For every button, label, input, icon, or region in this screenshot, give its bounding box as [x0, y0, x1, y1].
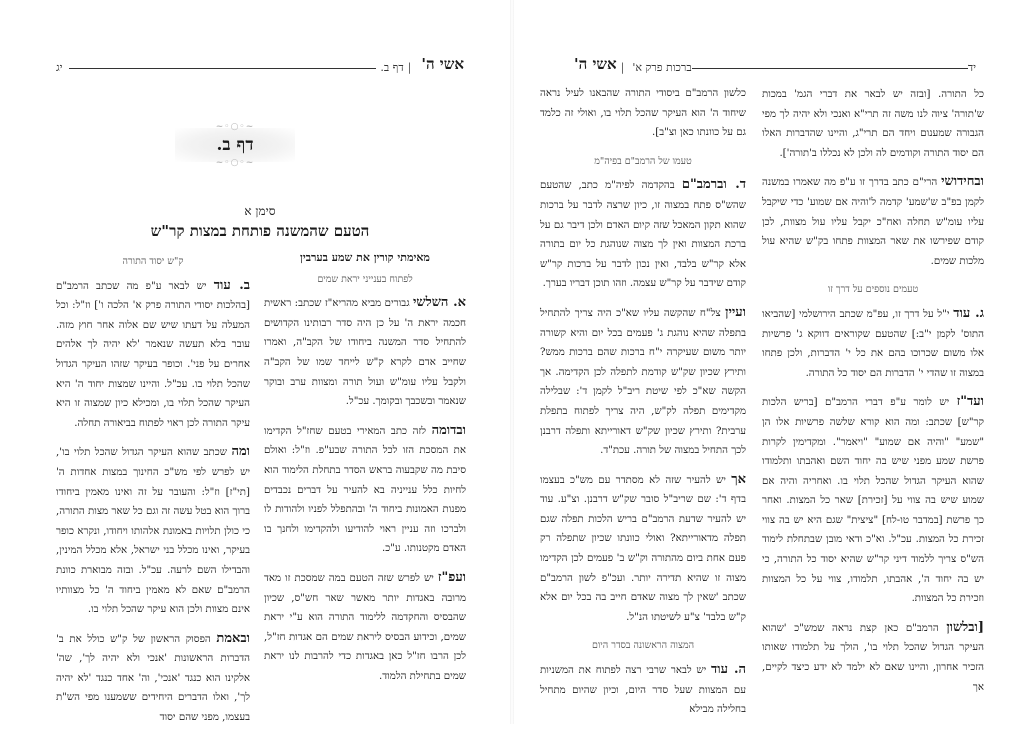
header-separator: |	[620, 61, 625, 74]
paragraph-text: גבורים מביא מהריא"ז שכתב: ראשית חכמה יראת ה' על כן היה סדר רבותינו הקדושים להתחיל סדר המשנה ביחודו של הקב"ה, ואמרו שחייב אדם לקרא ק"ש לייחד שמו של הקב"ה ולקבל עליו עומ"ש ועול תורה ומצוות ערב ובוקר שנאמר ובשכבך ובקומך. עכ"ל.	[264, 298, 466, 408]
header-rule	[69, 68, 377, 69]
header-rule	[692, 68, 968, 69]
right-page	[512, 0, 1024, 724]
paragraph-text: הרמב"ם כאן קצת נראה שמש"כ 'שהוא העיקר הגדול שהכל תלוי בו', הולך על תלמודו שאותו הזכיר אחרון, והיינו שאם לא ילמד לא ידע כיצד לקיים, אך	[762, 622, 984, 693]
paragraph-lead: ועיין	[725, 304, 746, 320]
paragraph-text: הפסוק הראשון של ק"ש כולל את ב' הדברות הראשונות 'אנכי ולא יהיה לך', שה' אלקינו הוא כנגד 'אנכי', וה' אחד כנגד 'לא יהיה לך', ואלו הדברים היחידים ששמענו מפי הש"ת בעצמו, מפני שהם יסוד	[56, 633, 250, 724]
paragraph-lead: ועד"ז	[956, 394, 984, 410]
siman-title: הטעם שהמשנה פותחת במצות קר"ש	[150, 222, 370, 240]
right-page-left-column	[540, 84, 746, 729]
page-number: יד	[967, 61, 976, 74]
paragraph	[264, 568, 466, 687]
left-page-header	[56, 52, 464, 74]
paragraph-text: כלשון הרמב"ם ביסודי התורה שהבאנו לעיל נראה שיחוד ה' הוא העיקר שהכל תלוי בו, ואולי זה כלמד גם על כוונתו כאן וצ"ב].	[540, 88, 746, 139]
paragraph-lead: ובחידושי	[941, 174, 984, 190]
paragraph-lead: א. השלשי	[413, 295, 466, 311]
paragraph-lead: ומה	[231, 444, 250, 460]
book-title: אשי ה'	[421, 55, 464, 73]
paragraph-lead: ובדומה	[431, 422, 466, 438]
paragraph	[762, 618, 984, 697]
paragraph	[540, 660, 746, 720]
siman-label: סימן א	[244, 204, 276, 218]
paragraph-lead: ג. עוד	[953, 305, 984, 321]
ornament-icon: ~◦○◦~	[215, 122, 255, 132]
paragraph-text: צל"ח שהקשה עליו שא"כ היה צריך להתחיל בתפלה שהיא נוהגת ג' פעמים בכל יום והיא קשורה יותר משום שעיקרה י"ח ברכות שהם ברכות ממש? ותירץ שכיון שק"ש קודמת לתפלה לכן הקדימה. אך הקשה שא"כ לפי שיטת ריב"ל לקמן ד': שבלילה מקדימים תפלה לק"ש, היה צריך לפתוח בתפלת ערבית? ותירץ שכיון שק"ש דאורייתא ותפלה דרבנן לכך התחיל במצוה של תורה. עכת"ד.	[540, 307, 746, 457]
ornament-icon: ~◦○◦~	[215, 158, 255, 168]
paragraph-text: יש לבאר ע"פ מה שכתב הרמב"ם [בהלכות יסודי התורה פרק א' הלכה ו'] וז"ל: וכל המעלה על דעתו שיש שם אלוה אחר חוץ מזה. עובר בלא תעשה שנאמר 'לא יהיה לך אלהים אחרים על פני'. וכופר בעיקר שזהו העיקר הגדול שהכל תלוי בו. עכ"ל. והיינו שמצות יחוד ה' היא העיקר שהכל תלוי בו, ומכילא כיון שמצוה זו היא עיקר התורה לכן ראוי לפתוח בביאורה תחלה.	[56, 280, 250, 429]
paragraph	[540, 175, 746, 294]
daf-banner	[175, 122, 295, 168]
paragraph-lead: ה. עוד	[711, 662, 746, 678]
book-title: אשי ה'	[574, 55, 617, 73]
section-subtitle: לפתוח בענייני יראת שמים	[317, 273, 413, 285]
paragraph-text: יש לומר ע"פ דברי הרמב"ם [בריש הלכות קר"ש] שכתב: ומה הוא קורא שלשה פרשיות אלו הן "שמע" "והיה אם שמוע" "ויאמר". ומקדימין לקרות פרשת שמע מפני שיש בה יחוד השם ואהבתו ותלמודו שהוא העיקר הגדול שהכל תלוי בו. ואחריה והיה אם שמוע שיש בה צווי על [זכירת] שאר כל המצות. ואחר כך פרשת [במדבר טו-לח] "ציצית" שגם היא יש בה צווי זכירת כל המצות. עכ"ל. וא"כ ודאי מובן שבתחלת לימוד הש"ס צריך ללמוד דיני קר"ש שהיא יסוד כל התורה, כי יש בה יחוד ה', אהבתו, תלמודו, צווי על כל המצוות וזכירת כל המצוות.	[762, 397, 984, 605]
section-subhead: מאימתי קורין את שמע בערבין	[300, 251, 430, 264]
paragraph	[540, 303, 746, 461]
page-number: יג	[56, 61, 63, 74]
paragraph-text: י"ל על דרך זו, עפ"מ שכתב הירושלמי [שהביאו התוס' לקמן י"ב:] שהטעם שקוראים דווקא ג' פרשיות אלו משום שכרוכו בהם את כל י' הדברות, ולכן פתחו במצוה זו שהדי י' הדברות הם יסוד כל התורה.	[762, 308, 984, 379]
paragraph	[56, 442, 250, 619]
paragraph	[540, 84, 746, 143]
paragraph-lead: [ובלשון	[946, 619, 984, 635]
daf-banner-label: דף ב.	[216, 135, 254, 155]
paragraph	[264, 421, 466, 559]
section-subtitle: טעמו של הרמב"ם בפיה"מ	[594, 155, 692, 167]
paragraph-text: בהקדמה לפיה"מ כתב, שהטעם שהש"ס פתח במצוה זו, כיון שרצה לדבר על ברכות שהוא תקון המאכל שזה קיום האדם ולכן דיבר גם על ברכת המצוות ואין לך מצוה שנוהגת כל יום בתורה אלא קר"ש בלבד, ואין נכון לדבר על ברכות קר"ש קודם שידבר על קר"ש עצמה. וזהו תוכן דבריו בערך.	[540, 180, 746, 290]
section-subtitle: המצוה הראשונה בסדר היום	[591, 640, 695, 652]
left-page	[0, 0, 512, 724]
paragraph-lead: ב. עוד	[213, 277, 250, 293]
paragraph-text: יש לפרש שזה הטעם במה שמסכת זו מאד מרובה באגדות יותר מאשר שאר חש"ס, שכיון שהבסיס והחקדמה ללימוד התורה הוא ע"י יראת שמים, וכידוע הבסיס ליראת שמים הם אגדות חז"ל, לכן הרבו חז"ל כאן באגדות כדי להרבות לנו יראת שמים בתחילת הלמוד.	[264, 572, 466, 682]
paragraph-text: שכתב שהוא העיקר הגדול שהכל תלוי בו', יש לפרש לפי מש"כ החינוך במצות אחדות ה' [תי"ז] וז"ל: והעובר על זה ואינו מאמין ביחודו ברוך הוא בטל עשה זה וגם כל שאר מצות התורה, כי כולן תלויות באמונת אלהותו ויחודו, ונקרא כופר בעיקר, ואינו מכלל בני ישראל, אלא מכלל המינין, והבדילו השם לרעה. עכ"ל. ובזה מבוארת כוונת הרמב"ם שאם לא מאמין ביחוד ה' כל מצוותיו אינם מצוות ולכן הוא עיקר שהכל תלוי בו.	[56, 447, 250, 616]
paragraph-lead: ד. וברמב"ם	[681, 177, 746, 193]
paragraph-text: הרי"ם כתב בדרך זו ע"פ מה שאמרו במשנה לקמן בפ"ב ש'שמע' קדמה ל'והיה אם שמוע' כדי שיקבל עליו עומ"ש תחלה ואח"כ יקבל עליו עול מצוות, לכן קודם שפירשו את שאר המצוות פתחו בק"ש שהיא עול מלכות שמים.	[762, 177, 984, 267]
paragraph-lead: ועפ"ז	[437, 569, 466, 585]
paragraph	[264, 293, 466, 412]
right-page-header	[568, 52, 982, 74]
left-page-right-column	[264, 248, 466, 695]
paragraph-text: כל התורה. [ובזה יש לבאר את דברי הגמ' במכות ש'תורה' ציוה לנו משה זה תרי"א ואנכי ולא יהיה לך מפי הגבורה שמענום ויחד הם תרי"ג, והיינו שהדברות האלו הם יסוד התורה וקודמים לה ולכן לא נכללו ב'תורה'].	[762, 89, 984, 159]
paragraph-text: יש להעיר שזה לא מסתדר עם מש"כ בעצמו בדף ד': שם שריב"ל סובר שק"ש דרבנן. וצ"ע. עוד יש להעיר שדעת הרמב"ם בריש הלכות תפלה שגם תפלה מדאורייתא? ואולי כוונתו שכיון שתפלה רק פעם אחת ביום מהתורה וק"ש ב' פעמים לכן הקדימו מצוה זו שהיא תדירה יותר. ועכ"פ לשון הרמב"ם שכתב 'שאין לך מצוה שאדם חייב בה בכל יום אלא ק"ש בלבד' צ"ע לשיטתו הנ"ל.	[540, 474, 746, 623]
paragraph	[762, 84, 984, 163]
daf-reference: דף ב.	[380, 61, 404, 74]
paragraph-lead: אך	[731, 471, 746, 487]
section-subtitle: ק"ש יסוד התורה	[122, 256, 184, 267]
chapter-reference: ברכות פרק א'	[632, 61, 692, 74]
paragraph-lead: ובאמת	[216, 630, 250, 646]
paragraph	[762, 304, 984, 383]
paragraph	[56, 629, 250, 728]
paragraph-text: יש לבאר שרבי רצה לפתוח את המשניות עם המצוות שעל סדר היום, וכיון שהיום מתחיל בחלילה מבילא	[540, 665, 746, 716]
paragraph	[762, 172, 984, 271]
header-separator: |	[407, 61, 412, 74]
paragraph-text: לזה כתב המאירי בטעם שחז"ל הקדימו את המסכת הזו לכל התורה שבע"פ. וז"ל: ואולם סיבת מה שקבעוה בראש הסדר בתחלת הלימוד הוא לחיות כלל ענייניה בא להעיר על דברים נכבדים מפנות האמונות ביחוד ה' ובהתפלל לפניו ולהודות לו ולברכו וזה עניין ראוי להודיעו ולהקדימו ולחנך בו האדם מקטנותו. ע"כ.	[264, 425, 466, 555]
left-page-left-column	[56, 252, 250, 737]
section-subtitle: טעמים נוספים על דרך זו	[827, 284, 919, 296]
paragraph	[540, 470, 746, 628]
paragraph	[56, 276, 250, 434]
paragraph	[762, 392, 984, 609]
right-page-right-column	[762, 84, 984, 706]
